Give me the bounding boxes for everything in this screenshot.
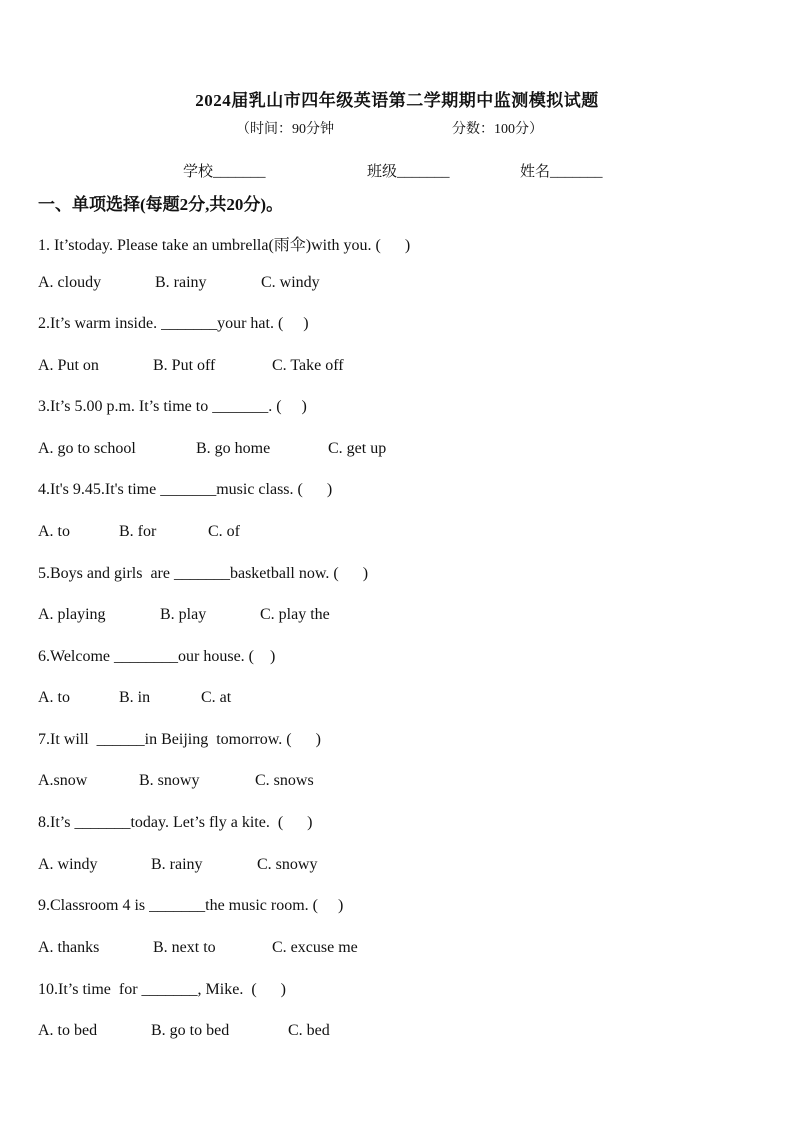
options-row [38,357,344,375]
option-a: A. windy [38,856,98,873]
option-c: C. bed [288,1022,330,1039]
question: 7.It will ______in Beijing tomorrow. ( ) [38,731,321,748]
option-b: B. go home [196,440,271,457]
option-c: C. get up [328,440,387,457]
option-a: A. playing [38,606,106,623]
exam-score: 分数：100分） [452,122,543,137]
question: 6.Welcome ________our house. ( ) [38,648,276,665]
question: 2.It’s warm inside. _______your hat. ( ) [38,315,309,332]
class-field: 班级_______ [367,164,450,180]
option-c: C. Take off [272,357,344,374]
exam-time: （时间：90分钟 [236,122,334,137]
option-b: B. go to bed [151,1022,230,1039]
option-b: B. snowy [139,772,200,789]
option-a: A. to [38,689,70,706]
question: 1. It’stoday. Please take an umbrella(雨伞)with you. ( ) [38,237,411,254]
question: 10.It’s time for _______, Mike. ( ) [38,981,286,998]
question: 5.Boys and girls are _______basketball now. ( ) [38,565,369,582]
option-b: B. Put off [153,357,216,374]
option-b: B. rainy [151,856,203,873]
option-c: C. snowy [257,856,318,873]
options-row [38,274,320,292]
school-field: 学校_______ [183,164,266,180]
section-heading: 一、单项选择(每题2分,共20分)。 [38,195,284,214]
question: 8.It’s _______today. Let’s fly a kite. ( ) [38,814,313,831]
question: 9.Classroom 4 is _______the music room. ( ) [38,897,344,914]
options-row [38,939,358,957]
option-a: A. thanks [38,939,100,956]
question: 3.It’s 5.00 p.m. It’s time to _______. ( ) [38,398,307,415]
options-row [38,523,240,541]
name-field: 姓名_______ [520,164,603,180]
options-row [38,772,314,790]
option-b: B. next to [153,939,216,956]
page-title: 2024届乳山市四年级英语第二学期期中监测模拟试题 [195,91,599,110]
option-a: A. to bed [38,1022,98,1039]
option-a: A. cloudy [38,274,102,291]
option-c: C. excuse me [272,939,358,956]
options-row [38,606,330,624]
question: 4.It's 9.45.It's time _______music class. ( ) [38,481,333,498]
option-c: C. of [208,523,240,540]
option-a: A. go to school [38,440,136,457]
option-c: C. play the [260,606,330,623]
option-a: A. to [38,523,70,540]
option-a: A. Put on [38,357,99,374]
option-c: C. windy [261,274,320,291]
option-c: C. snows [255,772,314,789]
option-b: B. in [119,689,151,706]
option-b: B. for [119,523,157,540]
option-a: A.snow [38,772,88,789]
options-row [38,1022,330,1040]
options-row [38,856,317,874]
option-b: B. play [160,606,207,623]
options-row [38,440,386,458]
option-c: C. at [201,689,232,706]
options-row [38,689,231,707]
option-b: B. rainy [155,274,207,291]
